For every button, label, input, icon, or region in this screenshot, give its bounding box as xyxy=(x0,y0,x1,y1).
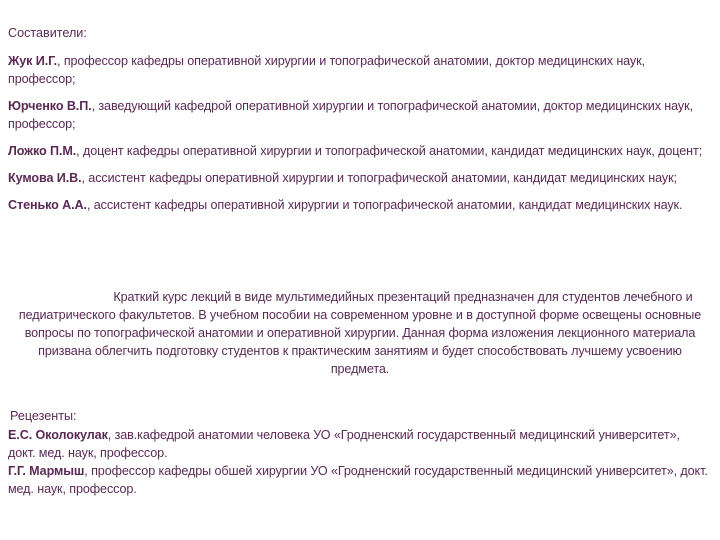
compiler-description: , профессор кафедры оперативной хирургии и топографической анатомии, доктор медицинских наук, профессор; xyxy=(8,54,645,86)
compiler-entry xyxy=(8,196,708,214)
compiler-name: Юрченко В.П. xyxy=(8,99,92,113)
compiler-entry xyxy=(8,169,708,187)
compiler-name: Жук И.Г. xyxy=(8,54,58,68)
reviewer-description: , зав.кафедрой анатомии человека УО «Гродненский государственный медицинский университет», докт. мед. наук, профессор. xyxy=(8,428,680,460)
reviewers-heading: Рецезенты: xyxy=(10,409,77,423)
compiler-name: Стенько А.А. xyxy=(8,198,87,212)
compilers-list xyxy=(8,52,708,223)
course-summary xyxy=(18,288,702,378)
reviewer-description: , профессор кафедры обшей хирургии УО «Гродненский государственный медицинский университет», докт. мед. наук, профессор. xyxy=(8,464,708,496)
reviewers-list xyxy=(8,426,708,498)
compiler-entry xyxy=(8,142,708,160)
reviewer-name: Г.Г. Мармыш xyxy=(8,464,85,478)
course-summary-text: Краткий курс лекций в виде мультимедийных презентаций предназначен для студентов лечебного и педиатрического факультетов. В учебном пособии на современном уровне и в доступной форме освещены основные вопросы по топографической анатомии и оперативной хирургии. Данная форма изложения лекционного материала призвана облегчить подготовку студентов к практическим занятиям и будет способствовать лучшему усвоению предмета. xyxy=(18,290,702,376)
reviewer-name: Е.С. Околокулак xyxy=(8,428,108,442)
compiler-entry xyxy=(8,52,708,88)
reviewer-entry xyxy=(8,426,708,462)
compiler-description: , заведующий кафедрой оперативной хирургии и топографической анатомии, доктор медицинских наук, профессор; xyxy=(8,99,693,131)
compiler-entry xyxy=(8,97,708,133)
compiler-name: Ложко П.М. xyxy=(8,144,77,158)
compiler-description: , доцент кафедры оперативной хирургии и топографической анатомии, кандидат медицинских наук, доцент; xyxy=(76,144,703,158)
reviewer-entry xyxy=(8,462,708,498)
compiler-description: , ассистент кафедры оперативной хирургии и топографической анатомии, кандидат медицинских наук; xyxy=(81,171,677,185)
compiler-name: Кумова И.В. xyxy=(8,171,82,185)
compiler-description: , ассистент кафедры оперативной хирургии и топографической анатомии, кандидат медицинских наук. xyxy=(86,198,683,212)
compilers-heading: Составители: xyxy=(8,26,87,40)
